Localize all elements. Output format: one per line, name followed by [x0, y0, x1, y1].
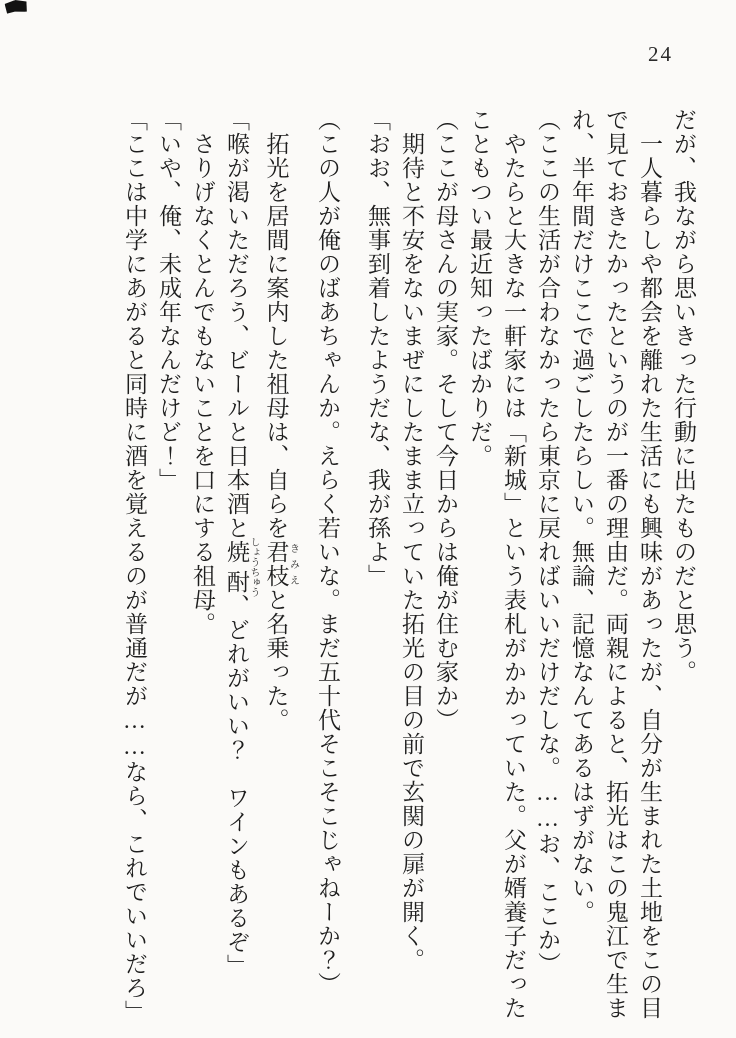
- ruby-kimie-base: 君枝: [263, 540, 289, 588]
- ruby-shochu: [224, 537, 259, 597]
- paragraph-9: [259, 108, 299, 1020]
- paragraph-7: 「おお、無事到着したようだな、我が孫よ」: [365, 108, 390, 588]
- paragraph-4: やたらと大きな一軒家には「新城」という表札がかかっていた。父が婿養子だったこともつい最近知ったばかりだ。: [467, 108, 526, 1020]
- paragraph-6: 期待と不安をないまぜにしたまま立っていた拓光の目の前で玄関の扉が開く。: [399, 108, 424, 972]
- paragraph-10-after: 、どれがいい？ ワインもあるぞ」: [224, 594, 249, 978]
- paragraph-8: （この人が俺のばあちゃんか。えらく若いな。まだ五十代そこそこじゃねーか？）: [315, 108, 340, 996]
- paragraph-3: （ここの生活が合わなかったら東京に戻ればいいだけだしな。……お、ここか）: [535, 108, 560, 976]
- paragraph-2: 一人暮らしや都会を離れた生活にも興味があったが、自分が生まれた土地をこの目で見ておきたかったというのが一番の理由だ。両親によると、拓光はこの鬼江で生まれ、半年間だけここで過ごしたらしい。無論、記憶なんてあるはずがない。: [569, 108, 662, 1020]
- paragraph-9-before: 拓光を居間に案内した祖母は、自らを: [263, 108, 289, 540]
- page-number: 24: [648, 42, 673, 66]
- ruby-shochu-base: 焼酎: [224, 537, 249, 597]
- paragraph-12: 「いや、俺、未成年なんだけど！」: [156, 108, 181, 492]
- ruby-kimie: [263, 540, 299, 588]
- paragraph-1: だが、我ながら思いきった行動に出たものだと思う。: [671, 108, 696, 684]
- scan-ink-mark: [4, 0, 27, 14]
- paragraph-10: [219, 108, 259, 1020]
- paragraph-10-before: 「喉が渇いただろう、ビールと日本酒と: [224, 108, 249, 540]
- paragraph-9-after: と名乗った。: [263, 588, 289, 732]
- ruby-kimie-reading: きみえ: [287, 540, 299, 588]
- ruby-shochu-reading: しょうちゅう: [248, 537, 259, 597]
- paragraph-11: さりげなくとんでもないことを口にする祖母。: [190, 108, 215, 636]
- paragraph-5: （ここが母さんの実家。そして今日からは俺が住む家か）: [433, 108, 458, 732]
- body-text: [117, 108, 700, 1024]
- paragraph-13: 「ここは中学にあがると同時に酒を覚えるのが普通だが……なら、これでいいだろ」: [122, 108, 147, 1024]
